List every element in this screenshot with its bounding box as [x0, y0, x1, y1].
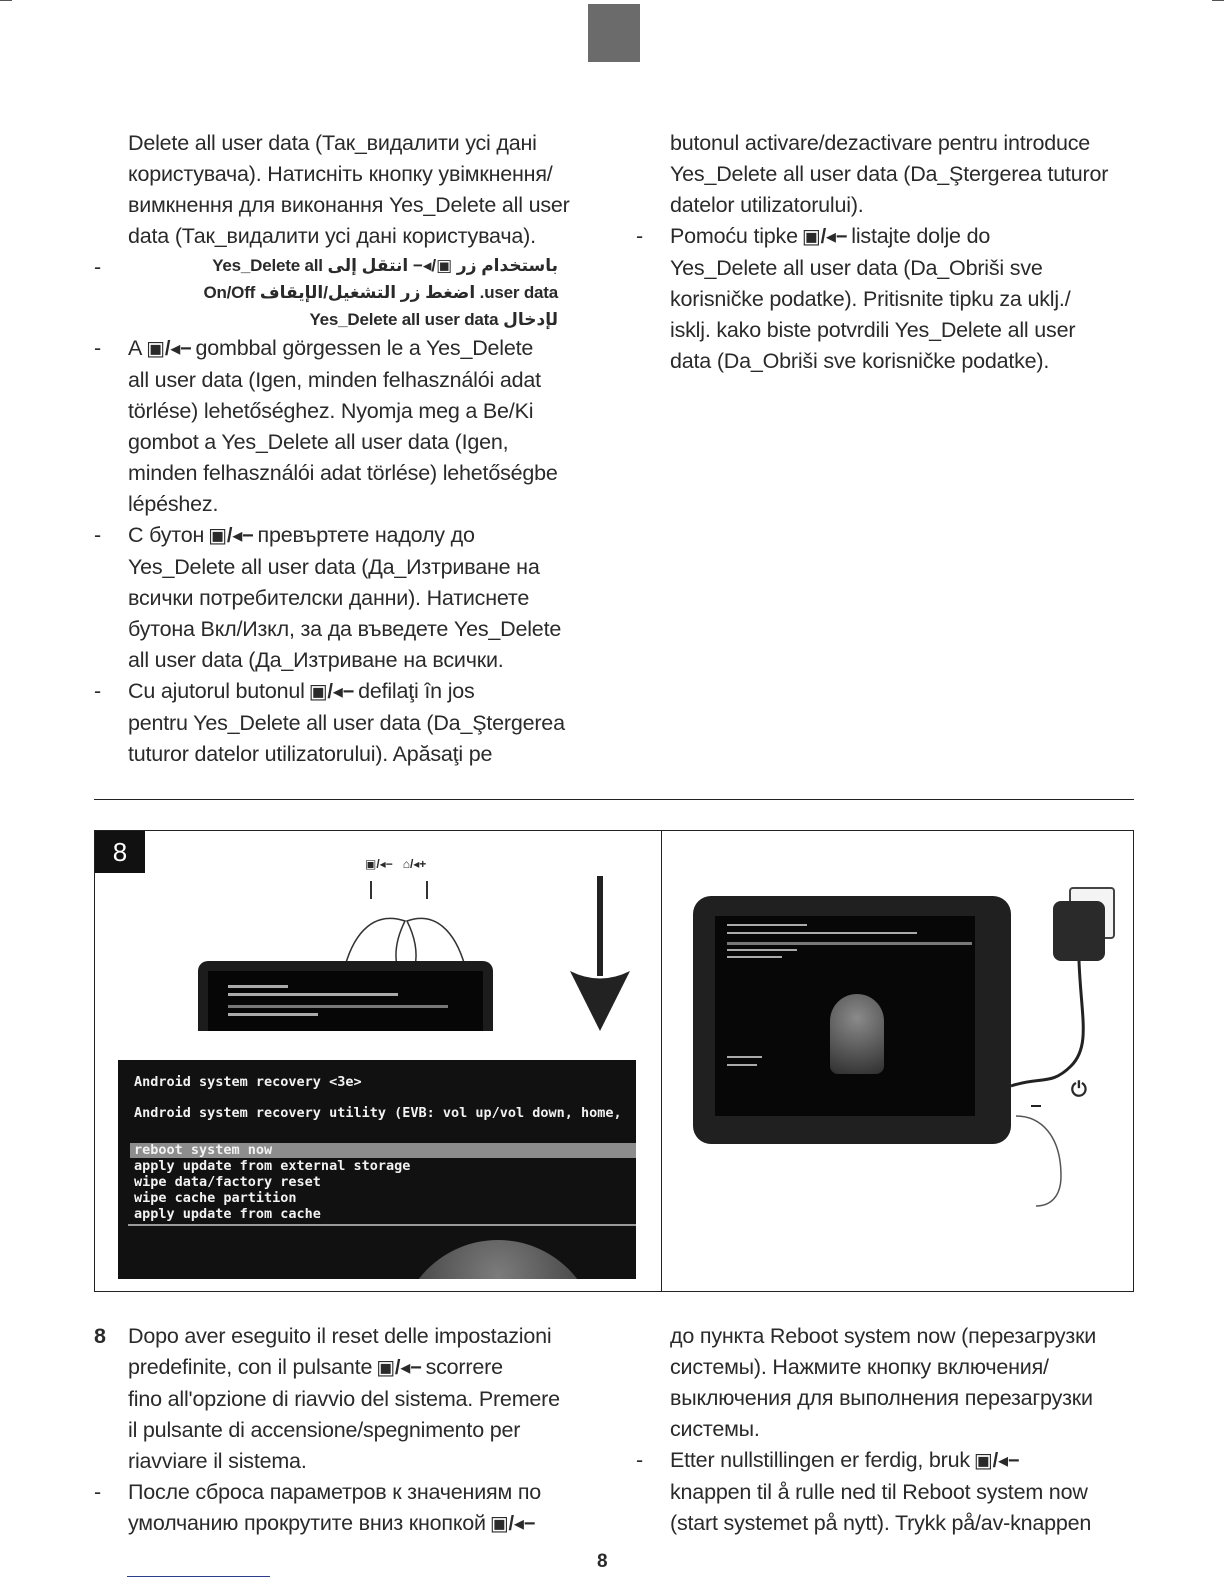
text-line [128, 1352, 594, 1384]
text-line: data (Так_видалити усі дані користувача). [128, 224, 536, 248]
scroll-button-icon: ▣/◂− [376, 1357, 422, 1379]
ro-continuation [636, 128, 1136, 221]
crop-mark-left [0, 0, 12, 15]
figure-step-number: 8 [95, 831, 145, 873]
scroll-button-icon: ▣/◂− [208, 525, 254, 547]
ua-continuation [94, 128, 594, 252]
upper-left-column [94, 128, 594, 770]
button-labels: ▣/◂− ⌂/◂+ [365, 857, 427, 871]
text-line: системы. [670, 1417, 760, 1441]
italian-item [94, 1321, 594, 1477]
lower-left-column [94, 1321, 594, 1540]
text-line: minden felhasználói adat törlése) lehetőségbe [128, 461, 558, 485]
list-dash: - [94, 679, 101, 703]
recovery-menu [134, 1142, 410, 1222]
power-icon: ⏻ [1071, 1079, 1087, 1101]
scroll-button-icon: ▣/◂− [146, 338, 192, 360]
norwegian-item [636, 1445, 1136, 1539]
text-fragment: Pomoću tipke [670, 224, 798, 248]
tablet-screen [715, 916, 975, 1116]
text-line: Yes_Delete all user data (Da_Obriši sve [670, 256, 1043, 280]
text-fragment: gombbal görgessen le a Yes_Delete [195, 336, 534, 360]
list-dash: - [636, 1448, 643, 1472]
screen-line [727, 924, 807, 926]
scroll-button-icon: ▣/◂− [489, 1513, 536, 1535]
text-fragment: Cu ajutorul butonul [128, 679, 305, 703]
text-line: knappen til å rulle ned til Reboot system now [670, 1480, 1088, 1504]
text-fragment: scorrere [425, 1355, 503, 1379]
text-line: Yes_Delete all user data (Da_Ştergerea tuturor [670, 162, 1109, 186]
text-line: lépéshez. [128, 492, 219, 516]
text-line: выключения для выполнения перезагрузки [670, 1386, 1093, 1410]
screen-line [228, 985, 288, 988]
text-line: Delete all user data (Так_видалити усі дані [128, 131, 537, 155]
text-line: системы). Нажмите кнопку включения/ [670, 1355, 1049, 1379]
text-line: користувача). Натисніть кнопку увімкнення/ [128, 162, 553, 186]
text-line [128, 333, 594, 365]
text-fragment: predefinite, con il pulsante [128, 1355, 373, 1379]
text-fragment: Etter nullstillingen er ferdig, bruk [670, 1448, 970, 1472]
text-line: korisničke podatke). Pritisnite tipku za uklj./ [670, 287, 1071, 311]
text-line: tuturor datelor utilizatorului). Apăsaţi pe [128, 742, 493, 766]
text-line [128, 676, 594, 708]
screen-line [727, 1056, 762, 1058]
lower-right-column [636, 1321, 1136, 1539]
android-robot-icon [830, 994, 884, 1074]
text-line: all user data (Да_Изтриване на всички. [128, 648, 504, 672]
recovery-screen [118, 1060, 636, 1279]
list-dash: - [636, 224, 643, 248]
list-dash: - [94, 336, 101, 360]
step-number: 8 [94, 1324, 106, 1348]
text-line: data (Da_Obriši sve korisničke podatke). [670, 349, 1050, 373]
text-fragment: С бутон [128, 523, 205, 547]
crop-mark-right [1212, 0, 1224, 15]
text-fragment: превъртете надолу до [257, 523, 475, 547]
text-fragment: умолчанию прокрутите вниз кнопкой [128, 1511, 486, 1535]
screen-line [228, 993, 398, 996]
screen-line [727, 956, 782, 958]
footer-rule [127, 1576, 270, 1577]
recovery-title: Android system recovery <3e> [134, 1074, 362, 1090]
screen-line [228, 1013, 318, 1016]
screen-line [727, 932, 917, 934]
recovery-divider [128, 1224, 636, 1226]
list-dash: - [94, 255, 101, 279]
russian-item [94, 1477, 594, 1540]
text-fragment: listajte dolje do [851, 224, 991, 248]
text-line: isklj. kako biste potvrdili Yes_Delete all user [670, 318, 1076, 342]
text-fragment: defilaţi în jos [358, 679, 475, 703]
text-line [670, 1445, 1136, 1477]
list-dash: - [94, 523, 101, 547]
text-line: butonul activare/dezactivare pentru introduce [670, 131, 1091, 155]
text-line: до пункта Reboot system now (перезагрузки [670, 1324, 1097, 1348]
scroll-button-icon: ▣/◂− [308, 681, 355, 703]
ru-continuation [636, 1321, 1136, 1445]
croatian-item [636, 221, 1136, 377]
upper-right-column [636, 128, 1136, 377]
recovery-menu-item: apply update from external storage [134, 1158, 411, 1174]
text-line: pentru Yes_Delete all user data (Da_Ştergerea [128, 711, 565, 735]
text-line: (start systemet på nytt). Trykk på/av-knappen [670, 1511, 1092, 1535]
list-dash: - [94, 1480, 101, 1504]
right-panel [661, 831, 1133, 1291]
tablet-screen [208, 971, 483, 1031]
text-line: После сброса параметров к значениям по [128, 1480, 542, 1504]
text-line [128, 1508, 594, 1540]
recovery-subtitle: Android system recovery utility (EVB: vol up/vol down, home, [134, 1105, 622, 1121]
tablet-top-illustration [198, 961, 493, 1031]
scroll-button-icon: ▣/◂− [973, 1450, 1020, 1472]
arabic-item [94, 252, 594, 333]
screen-line [727, 942, 972, 945]
text-line: all user data (Igen, minden felhasználói adat [128, 368, 541, 392]
text-line: riavviare il sistema. [128, 1449, 307, 1473]
text-line: бутона Вкл/Изкл, за да въведете Yes_Delete [128, 617, 562, 641]
text-line [670, 221, 1136, 253]
text-line: Dopo aver eseguito il reset delle impostazioni [128, 1324, 552, 1348]
recovery-menu-item: wipe cache partition [134, 1190, 297, 1206]
screen-line [727, 1064, 757, 1066]
step-figure [94, 830, 1134, 1292]
page-number: 8 [597, 1551, 608, 1572]
recovery-menu-item: apply update from cache [134, 1206, 321, 1222]
bulgarian-item [94, 520, 594, 676]
chapter-tab [588, 4, 640, 62]
text-line: لإدخال Yes_Delete all user data [309, 310, 558, 329]
hungarian-item [94, 333, 594, 520]
text-line: user data. اضغط زر التشغيل/الإيقاف On/Off [203, 283, 558, 302]
scroll-button-icon: ▣/◂− [801, 226, 848, 248]
text-line: fino all'opzione di riavvio del sistema. Premere [128, 1387, 560, 1411]
tablet-charging-illustration [693, 896, 1011, 1144]
down-arrow-icon [565, 876, 635, 1036]
romanian-item [94, 676, 594, 770]
text-line [128, 520, 594, 552]
text-line: törlése) lehetőséghez. Nyomja meg a Be/Ki [128, 399, 534, 423]
cable-and-hand-illustration [1001, 956, 1121, 1216]
screen-line [228, 1005, 448, 1008]
section-divider [94, 799, 1134, 800]
text-line: باستخدام زر ▣/◂− انتقل إلى Yes_Delete all [212, 256, 558, 275]
text-line: gombot a Yes_Delete all user data (Igen, [128, 430, 509, 454]
screen-line [727, 949, 797, 951]
text-fragment: A [128, 336, 143, 360]
charger-icon [1053, 901, 1105, 961]
text-line: всички потребителски данни). Натиснете [128, 586, 530, 610]
hands-pressing-buttons-illustration [335, 871, 475, 971]
text-line: datelor utilizatorului). [670, 193, 864, 217]
text-line: Yes_Delete all user data (Да_Изтриване на [128, 555, 540, 579]
recovery-menu-item: reboot system now [134, 1142, 273, 1158]
recovery-menu-item: wipe data/factory reset [134, 1174, 321, 1190]
text-line: вимкнення для виконання Yes_Delete all user [128, 193, 570, 217]
text-line: il pulsante di accensione/spegnimento per [128, 1418, 521, 1442]
android-robot-icon [398, 1240, 598, 1279]
